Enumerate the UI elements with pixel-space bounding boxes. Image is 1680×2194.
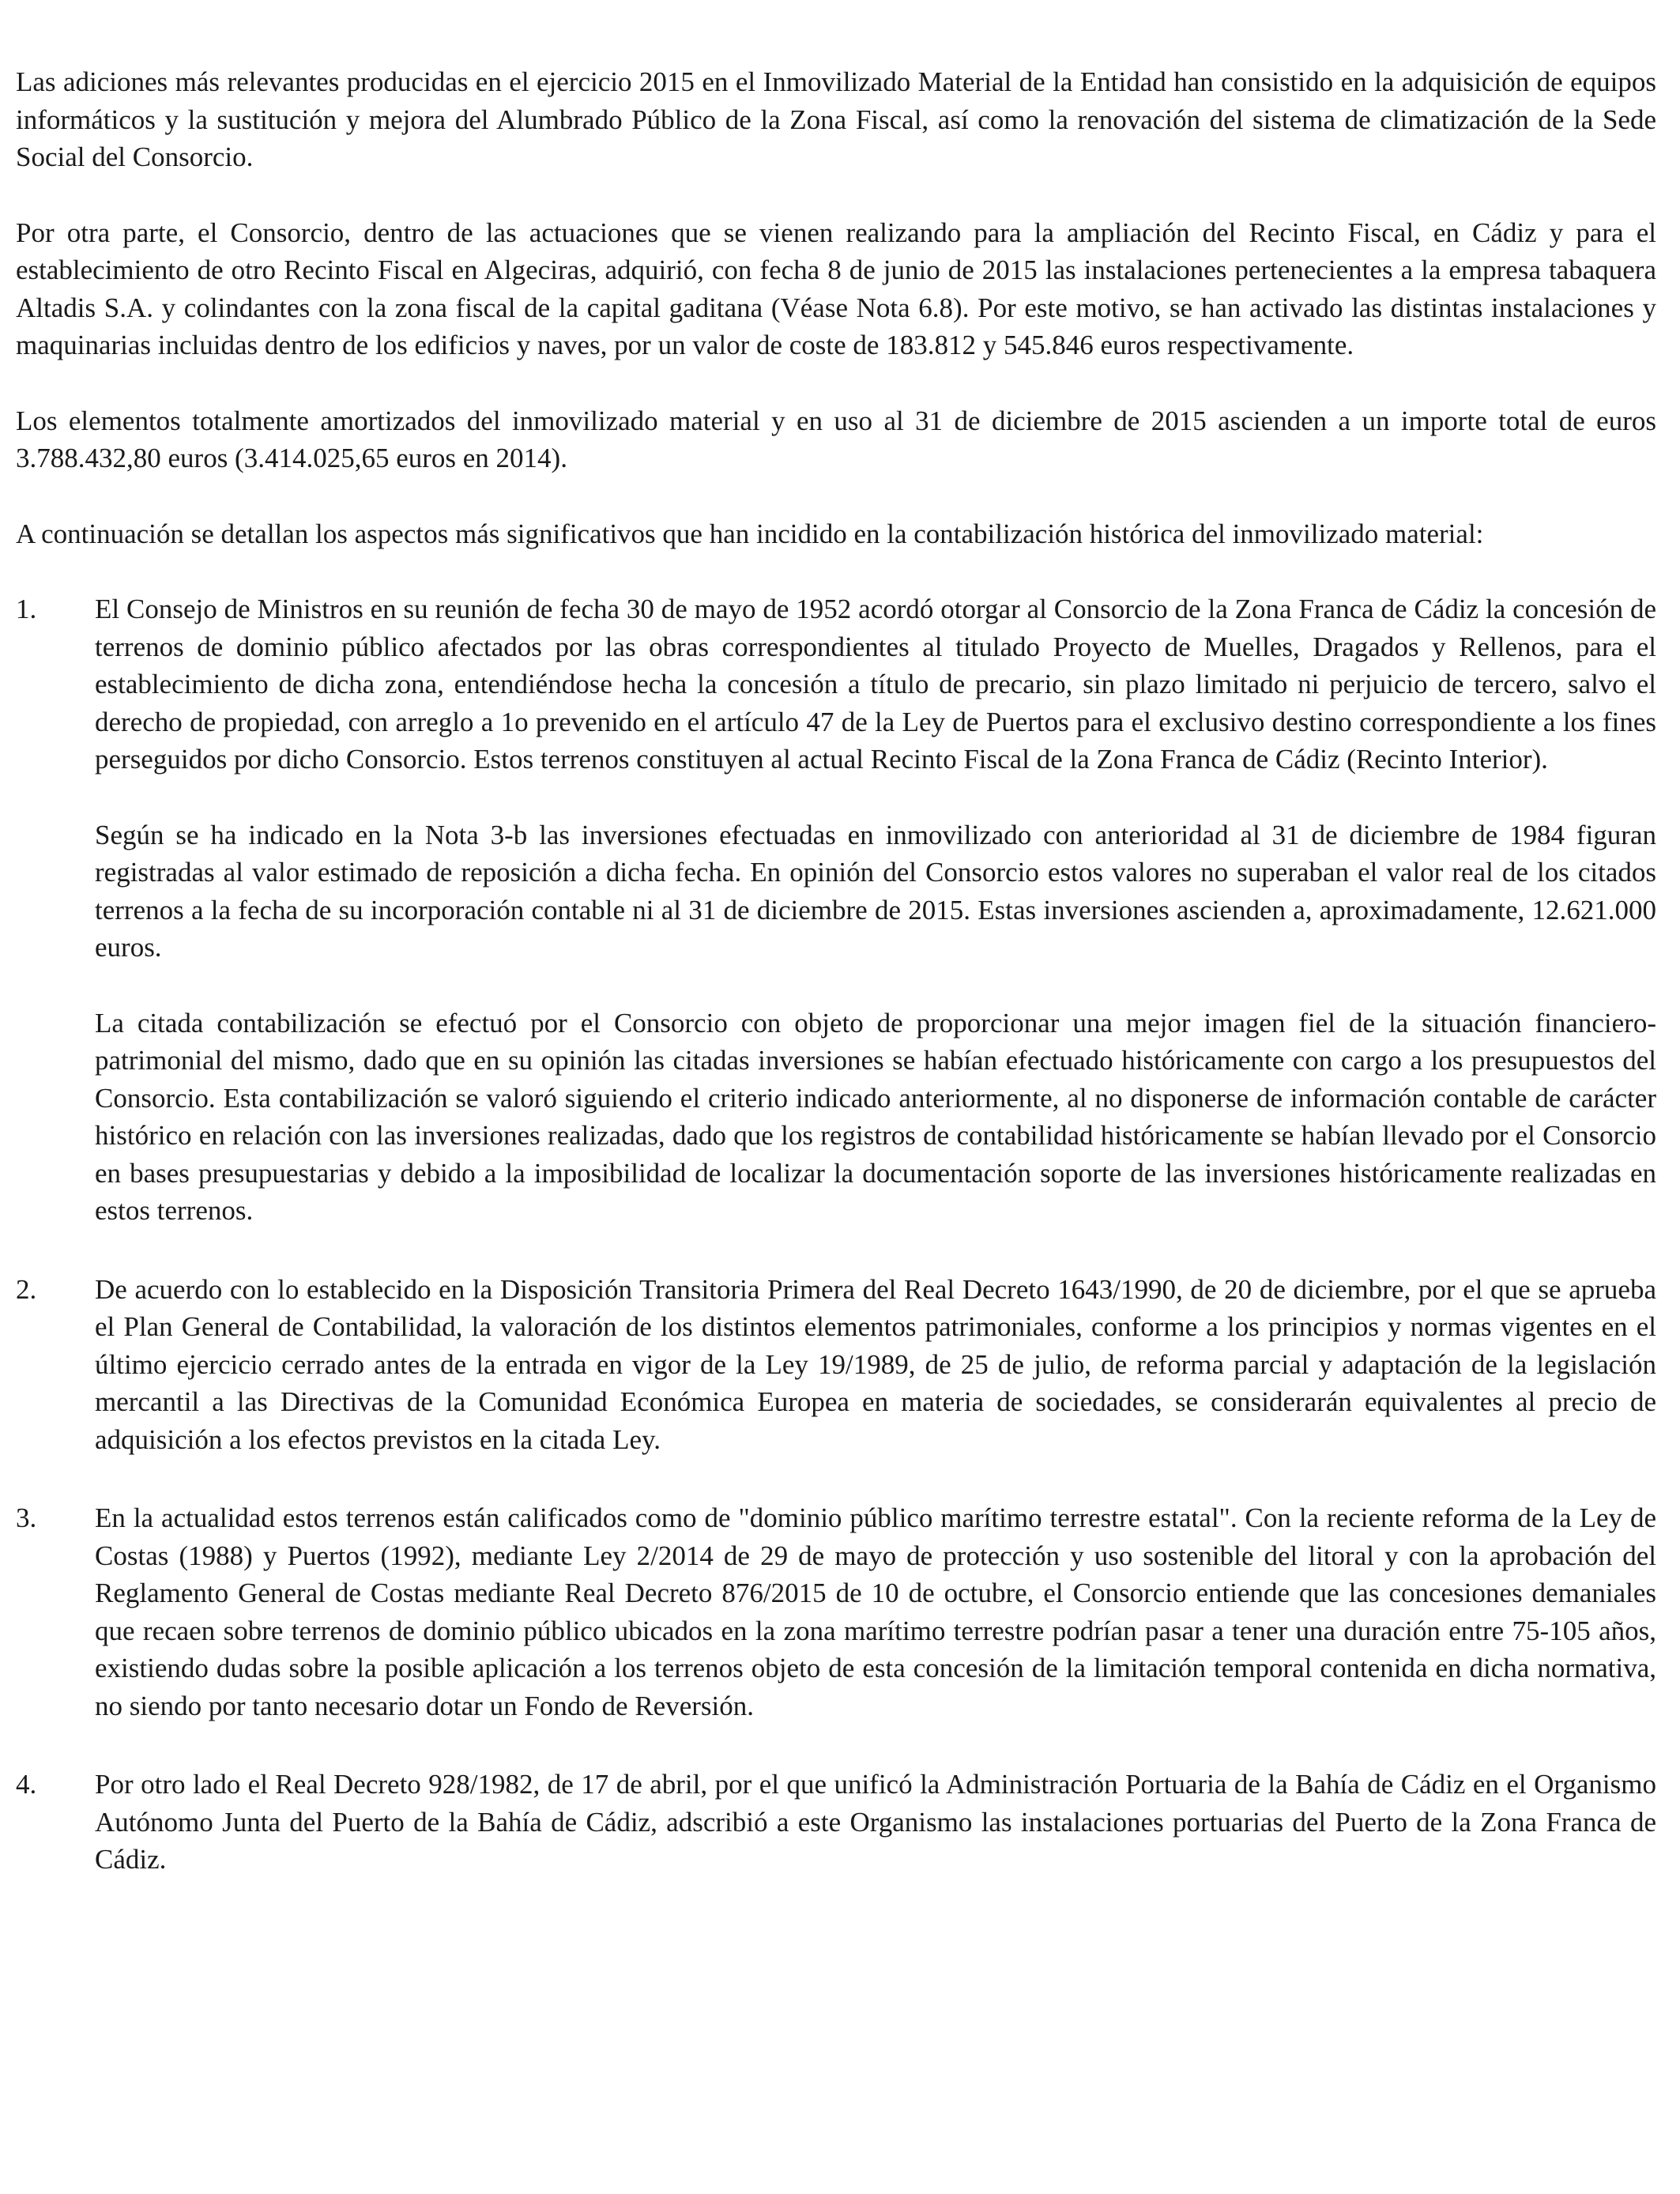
list-number: 4. [16,1769,37,1800]
list-paragraph: Por otro lado el Real Decreto 928/1982, de 17 de abril, por el que unificó la Administración Portuaria de la Bahía de Cádiz en el Organismo Autónomo Junta del Puerto de la Bahía de Cádiz, adscribió a este Organismo las instalaciones portuarias del Puerto de la Zona Franca de Cádiz. [95,1769,1656,1875]
paragraph-additions: Las adiciones más relevantes producidas en el ejercicio 2015 en el Inmovilizado Material de la Entidad han consistido en la adquisición de equipos informáticos y la sustitución y mejora del Alumbrado Público de la Zona Fiscal, así como la renovación del sistema de climatización de la Sede Social del Consorcio. [16,66,1656,172]
list-paragraph: La citada contabilización se efectuó por el Consorcio con objeto de proporcionar una mejor imagen fiel de la situación financiero-patrimonial del mismo, dado que en su opinión las citadas inversiones se habían efectuado históricamente con cargo a los presupuestos del Consorcio. Esta contabilización se valoró siguiendo el criterio indicado anteriormente, al no disponerse de información contable de carácter histórico en relación con las inversiones realizadas, dado que los registros de contabilidad históricamente se habían llevado por el Consorcio en bases presupuestarias y debido a la imposibilidad de localizar la documentación soporte de las inversiones históricamente realizadas en estos terrenos. [95,1007,1656,1226]
list-number: 1. [16,594,37,624]
numbered-list [16,590,1656,1879]
list-paragraph: Según se ha indicado en la Nota 3-b las inversiones efectuadas en inmovilizado con anterioridad al 31 de diciembre de 1984 figuran registradas al valor estimado de reposición a dicha fecha. En opinión del Consorcio estos valores no superaban el valor real de los citados terrenos a la fecha de su incorporación contable ni al 31 de diciembre de 2015. Estas inversiones ascienden a, aproximadamente, 12.621.000 euros. [95,819,1656,963]
list-number: 3. [16,1502,37,1533]
list-item-4 [16,1766,1656,1879]
paragraph-fully-amortized: Los elementos totalmente amortizados del inmovilizado material y en uso al 31 de diciembre de 2015 ascienden a un importe total de euros 3.788.432,80 euros (3.414.025,65 euros en 2014). [16,405,1656,473]
paragraph-list-intro: A continuación se detallan los aspectos más significativos que han incidido en la contabilización histórica del inmovilizado material: [16,518,1484,549]
list-item-2 [16,1271,1656,1459]
list-item-3 [16,1499,1656,1725]
list-item-body [95,1271,1656,1459]
list-paragraph: De acuerdo con lo establecido en la Disposición Transitoria Primera del Real Decreto 1643/1990, de 20 de diciembre, por el que se aprueba el Plan General de Contabilidad, la valoración de los distintos elementos patrimoniales, conforme a los principios y normas vigentes en el último ejercicio cerrado antes de la entrada en vigor de la Ley 19/1989, de 25 de julio, de reforma parcial y adaptación de la legislación mercantil a las Directivas de la Comunidad Económica Europea en materia de sociedades, se considerarán equivalentes al precio de adquisición a los efectos previstos en la citada Ley. [95,1273,1656,1455]
list-paragraph: En la actualidad estos terrenos están calificados como de "dominio público marítimo terrestre estatal". Con la reciente reforma de la Ley de Costas (1988) y Puertos (1992), mediante Ley 2/2014 de 29 de mayo de protección y uso sostenible del litoral y con la aprobación del Reglamento General de Costas mediante Real Decreto 876/2015 de 10 de octubre, el Consorcio entiende que las concesiones demaniales que recaen sobre terrenos de dominio público ubicados en la zona marítimo terrestre podrían pasar a tener una duración entre 75-105 años, existiendo dudas sobre la posible aplicación a los terrenos objeto de esta concesión de la limitación temporal contenida en dicha normativa, no siendo por tanto necesario dotar un Fondo de Reversión. [95,1502,1656,1721]
list-number: 2. [16,1273,37,1305]
list-item-1 [16,590,1656,1230]
list-item-body [95,1766,1656,1879]
paragraph-altadis-acquisition: Por otra parte, el Consorcio, dentro de las actuaciones que se vienen realizando para la ampliación del Recinto Fiscal, en Cádiz y para el establecimiento de otro Recinto Fiscal en Algeciras, adquirió, con fecha 8 de junio de 2015 las instalaciones pertenecientes a la empresa tabaquera Altadis S.A. y colindantes con la zona fiscal de la capital gaditana (Véase Nota 6.8). Por este motivo, se han activado las distintas instalaciones y maquinarias incluidas dentro de los edificios y naves, por un valor de coste de 183.812 y 545.846 euros respectivamente. [16,217,1656,360]
list-item-body [95,1499,1656,1725]
list-item-body [95,590,1656,1230]
document-page [16,63,1656,1920]
list-paragraph: El Consejo de Ministros en su reunión de fecha 30 de mayo de 1952 acordó otorgar al Consorcio de la Zona Franca de Cádiz la concesión de terrenos de dominio público afectados por las obras correspondientes al titulado Proyecto de Muelles, Dragados y Rellenos, para el establecimiento de dicha zona, entendiéndose hecha la concesión a título de precario, sin plazo limitado ni perjuicio de tercero, salvo el derecho de propiedad, con arreglo a 1o prevenido en el artículo 47 de la Ley de Puertos para el exclusivo destino correspondiente a los fines perseguidos por dicho Consorcio. Estos terrenos constituyen al actual Recinto Fiscal de la Zona Franca de Cádiz (Recinto Interior). [95,594,1656,775]
